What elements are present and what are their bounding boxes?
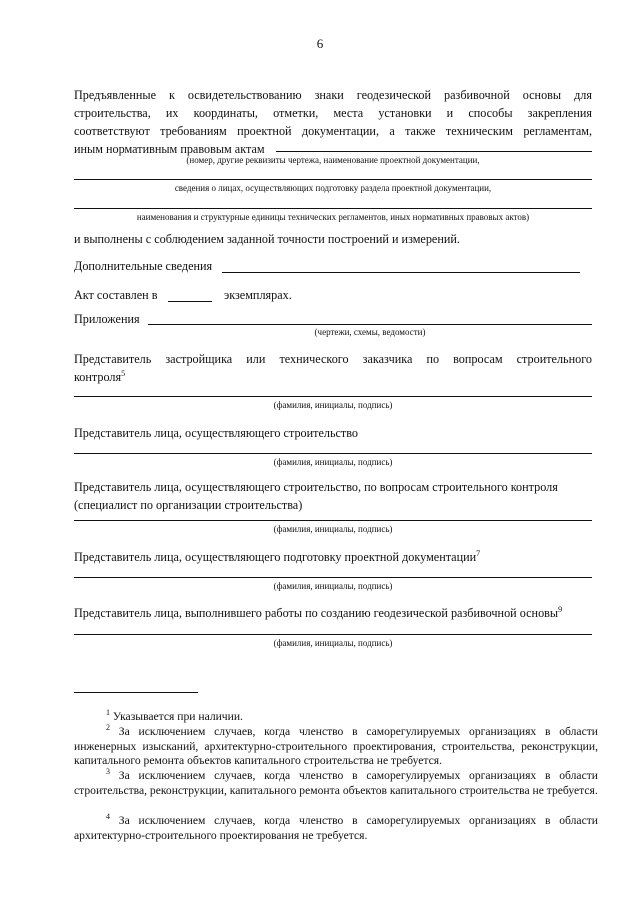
footnote-1-number: 1 — [106, 708, 110, 718]
signature-caption-surveyor: (фамилия, инициалы, подпись) — [273, 638, 393, 648]
attachments-field[interactable] — [148, 324, 592, 325]
representative-builder: Представитель лица, осуществляющего строительство — [74, 426, 359, 440]
footnote-3 — [74, 769, 598, 798]
footnote-ref-7: 7 — [476, 548, 481, 558]
signature-line-developer[interactable] — [74, 396, 592, 397]
representative-developer-line-2: контроля — [74, 370, 122, 384]
designer-fill-line[interactable] — [74, 208, 592, 209]
signature-caption-designer: (фамилия, инициалы, подпись) — [273, 581, 393, 591]
regulations-caption: наименования и структурные единицы технических регламентов, иных нормативных правовых актов) — [136, 212, 530, 222]
representative-builder-control — [74, 478, 592, 514]
footnote-4-text: За исключением случаев, когда членство в саморегулируемых организациях в области архитектурно-строительного проектирования не требуется. — [74, 814, 598, 842]
representative-designer — [74, 550, 480, 565]
footnote-2-text: За исключением случаев, когда членство в саморегулируемых организациях в области инженерных изысканий, архитектурно-строительного проектирования, строительства, реконструкции, капитального ремонта объектов капитального строительства не требуется. — [74, 725, 598, 767]
representative-builder-control-line-1: Представитель лица, осуществляющего строительство, по вопросам строительного контроля — [74, 480, 558, 494]
act-copies-label: Акт составлен в — [74, 288, 158, 302]
footnote-2-number: 2 — [106, 723, 110, 733]
representative-developer — [74, 350, 592, 386]
signature-caption-developer: (фамилия, инициалы, подпись) — [273, 400, 393, 410]
representative-developer-line-1: Представитель застройщика или технического заказчика по вопросам строительного — [74, 352, 592, 366]
signature-line-builder[interactable] — [74, 453, 592, 454]
intro-line-1: Предъявленные к освидетельствованию знаки геодезической разбивочной основы для — [74, 88, 592, 102]
designer-caption: сведения о лицах, осуществляющих подготовку раздела проектной документации, — [174, 183, 492, 193]
attachments-label: Приложения — [74, 312, 140, 326]
footnote-1-text: Указывается при наличии. — [112, 710, 243, 723]
accuracy-statement: и выполнены с соблюдением заданной точности построений и измерений. — [74, 232, 460, 246]
drawing-caption: (номер, другие реквизиты чертежа, наименование проектной документации, — [186, 155, 480, 165]
intro-paragraph — [74, 86, 592, 158]
footnote-3-number: 3 — [106, 767, 110, 777]
drawing-fill-line[interactable] — [74, 179, 592, 180]
signature-line-surveyor[interactable] — [74, 634, 592, 635]
additional-info-field[interactable] — [222, 272, 580, 273]
footnote-3-text: За исключением случаев, когда членство в саморегулируемых организациях в области строительства, реконструкции, капитального ремонта объектов капитального строительства не требуется. — [74, 769, 598, 797]
representative-designer-text: Представитель лица, осуществляющего подготовку проектной документации — [74, 550, 477, 564]
representative-surveyor — [74, 606, 562, 621]
representative-builder-control-line-2: (специалист по организации строительства) — [74, 498, 303, 512]
footnote-ref-5: 5 — [121, 368, 126, 378]
footnote-4-number: 4 — [106, 812, 110, 822]
regulations-fill-line[interactable] — [276, 151, 592, 152]
act-copies-suffix: экземплярах. — [224, 288, 292, 302]
representative-surveyor-text: Представитель лица, выполнившего работы по созданию геодезической разбивочной основы — [74, 606, 559, 620]
footnote-separator — [74, 692, 198, 693]
signature-line-designer[interactable] — [74, 577, 592, 578]
additional-info-label: Дополнительные сведения — [74, 259, 213, 273]
footnote-4 — [74, 814, 598, 843]
attachments-caption: (чертежи, схемы, ведомости) — [314, 327, 426, 337]
intro-line-2: строительства, их координаты, отметки, места установки и способы закрепления — [74, 106, 592, 120]
footnote-ref-9: 9 — [558, 604, 563, 614]
signature-caption-builder: (фамилия, инициалы, подпись) — [273, 457, 393, 467]
footnote-2 — [74, 725, 598, 769]
intro-line-4: иным нормативным правовым актам — [74, 142, 265, 156]
page-number: 6 — [316, 36, 324, 51]
act-copies-field[interactable] — [168, 301, 212, 302]
footnote-1 — [74, 710, 598, 725]
signature-caption-builder-control: (фамилия, инициалы, подпись) — [273, 524, 393, 534]
signature-line-builder-control[interactable] — [74, 520, 592, 521]
intro-line-3: соответствуют требованиям проектной документации, а также техническим регламентам, — [74, 124, 592, 138]
